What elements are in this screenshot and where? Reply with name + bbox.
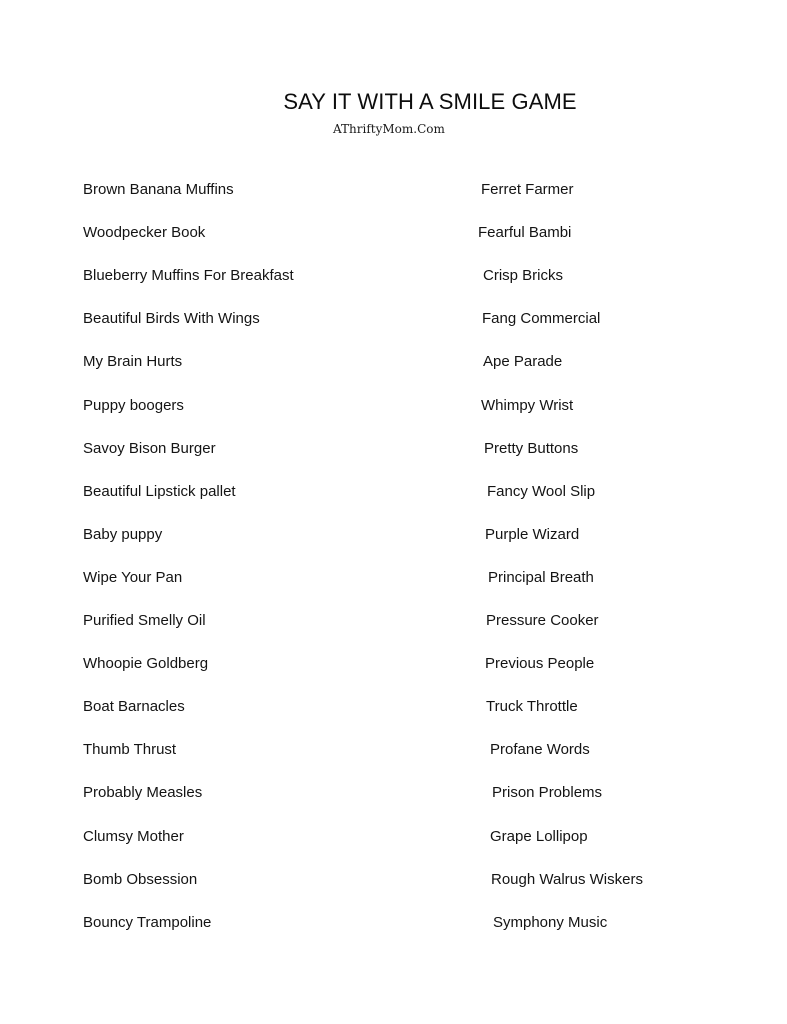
left-phrase: Boat Barnacles xyxy=(83,698,185,715)
right-phrase: Fancy Wool Slip xyxy=(487,483,596,500)
right-phrase: Ferret Farmer xyxy=(481,181,574,198)
left-phrase: Puppy boogers xyxy=(83,397,184,414)
site-name: AThriftyMom.Com xyxy=(333,122,445,136)
left-phrase: Clumsy Mother xyxy=(83,828,184,845)
left-phrase: Bouncy Trampoline xyxy=(83,914,212,931)
right-phrase: Purple Wizard xyxy=(485,526,580,543)
right-phrase: Rough Walrus Wiskers xyxy=(491,871,643,888)
left-phrase: Baby puppy xyxy=(83,526,163,543)
right-phrase: Fearful Bambi xyxy=(478,224,572,241)
left-phrase: Beautiful Birds With Wings xyxy=(83,310,260,327)
left-phrase: Purified Smelly Oil xyxy=(83,612,206,629)
right-phrase: Pressure Cooker xyxy=(486,612,599,629)
left-phrase: Brown Banana Muffins xyxy=(83,181,234,198)
left-phrase: Beautiful Lipstick pallet xyxy=(83,483,236,500)
right-phrase: Symphony Music xyxy=(493,914,608,931)
left-phrase: Blueberry Muffins For Breakfast xyxy=(83,267,294,284)
right-phrase: Crisp Bricks xyxy=(483,267,564,284)
right-phrase: Previous People xyxy=(485,655,595,672)
left-phrase: Whoopie Goldberg xyxy=(83,655,209,672)
page-title: SAY IT WITH A SMILE GAME xyxy=(283,89,577,114)
right-phrase: Fang Commercial xyxy=(482,310,601,327)
right-phrase: Truck Throttle xyxy=(486,698,578,715)
left-phrase: Bomb Obsession xyxy=(83,871,198,888)
left-phrase: My Brain Hurts xyxy=(83,353,183,370)
right-phrase: Grape Lollipop xyxy=(490,828,588,845)
right-phrase: Profane Words xyxy=(490,741,590,758)
left-phrase: Wipe Your Pan xyxy=(83,569,183,586)
left-phrase: Probably Measles xyxy=(83,784,203,801)
left-phrase: Thumb Thrust xyxy=(83,741,177,758)
left-phrase: Woodpecker Book xyxy=(83,224,206,241)
left-phrase: Savoy Bison Burger xyxy=(83,440,216,457)
right-phrase: Prison Problems xyxy=(492,784,603,801)
right-phrase: Pretty Buttons xyxy=(484,440,579,457)
right-phrase: Principal Breath xyxy=(488,569,594,586)
right-phrase: Whimpy Wrist xyxy=(481,397,574,414)
right-phrase: Ape Parade xyxy=(483,353,563,370)
